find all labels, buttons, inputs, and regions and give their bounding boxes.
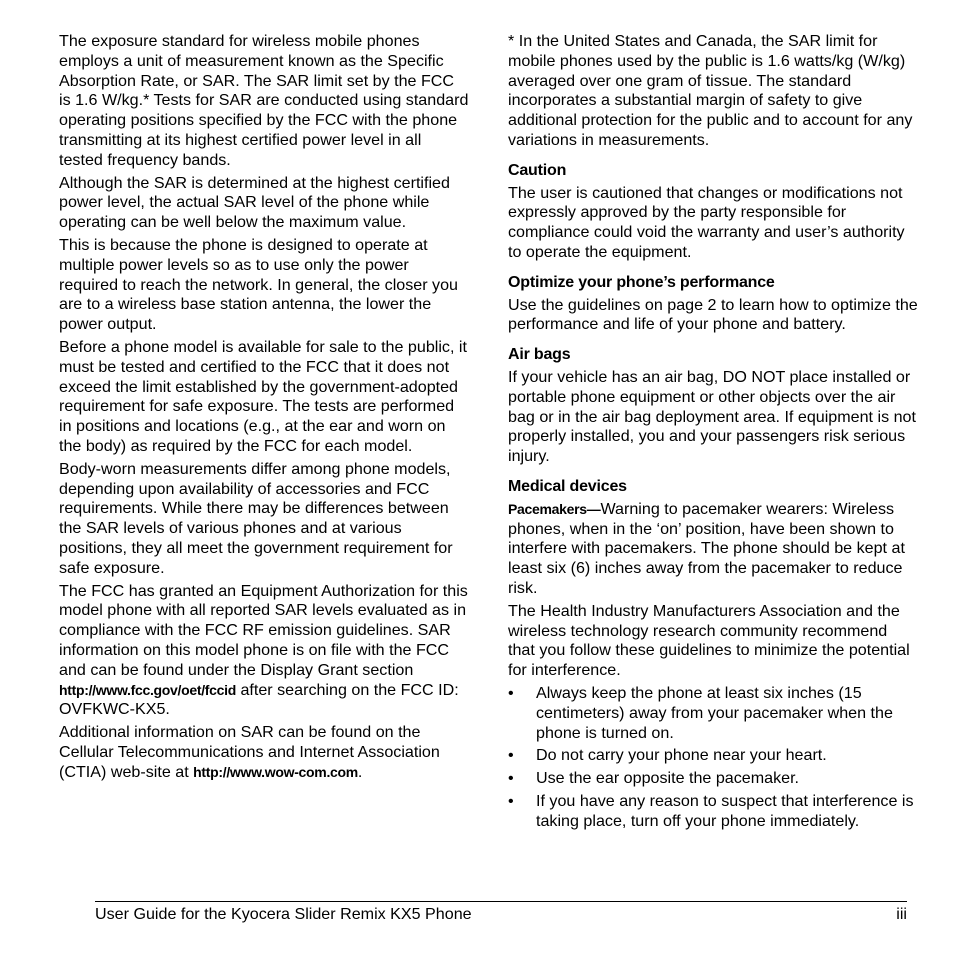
ctia-text: Additional information on SAR can be found on the Cellular Telecommunications and Internet Association (CTIA) web-site at [59,723,440,781]
pacemakers-paragraph [508,500,918,599]
bullet-marker: • [508,769,514,788]
pacemakers-text: Warning to pacemaker wearers: Wireless phones, when in the ‘on’ position, have been shown to interfere with pacemakers. The phone should be kept at least six (6) inches away from the pacemaker to reduce risk. [508,499,905,597]
fcc-id-link[interactable]: http://www.fcc.gov/oet/fccid [59,681,236,698]
airbags-heading: Air bags [508,346,571,364]
power-levels-paragraph: This is because the phone is designed to operate at multiple power levels so as to use only the power required to reach the network. In general, the closer you are to a wireless base station antenna, the lower the power output. [59,235,458,334]
list-item [508,792,918,832]
right-column [508,32,918,834]
optimize-heading: Optimize your phone’s performance [508,273,775,291]
list-item [508,684,918,743]
list-item [508,769,918,789]
sar-determination-paragraph: Although the SAR is determined at the highest certified power level, the actual SAR level of the phone while operating can be well below the maximum value. [59,173,450,232]
left-column [59,32,469,785]
caution-heading: Caution [508,161,567,179]
page-number: iii [896,905,907,923]
ctia-website-link[interactable]: http://www.wow-com.com [193,763,358,780]
body-worn-paragraph: Body-worn measurements differ among phone models, depending upon availability of accessories and FCC requirements. While there may be differences between the SAR levels of various phones and at various positions, they all meet the government requirement for safe exposure. [59,459,453,577]
caution-paragraph: The user is cautioned that changes or modifications not expressly approved by the party responsible for compliance could void the warranty and user’s authority to operate the equipment. [508,183,905,261]
sar-standard-paragraph: The exposure standard for wireless mobile phones employs a unit of measurement known as the Specific Absorption Rate, or SAR. The SAR limit set by the FCC is 1.6 W/kg.* Tests for SAR are conducted using standard operating positions specified by the FCC with the phone transmitting at its highest certified power level in all tested frequency bands. [59,32,469,169]
ctia-paragraph [59,723,469,782]
medical-devices-heading: Medical devices [508,477,627,495]
list-item-text: Do not carry your phone near your heart. [536,746,827,765]
fcc-id-text: after searching on the FCC ID: OVFKWC-KX5. [59,680,459,719]
bullet-marker: • [508,746,514,765]
footer-title: User Guide for the Kyocera Slider Remix KX5 Phone [95,905,472,923]
list-item-text: If you have any reason to suspect that interference is taking place, turn off your phone immediately. [536,791,914,830]
fcc-id-paragraph [59,681,469,721]
ctia-period: . [357,762,363,781]
footer-divider [95,901,907,902]
list-item-text: Always keep the phone at least six inches (15 centimeters) away from your pacemaker when the phone is turned on. [536,683,893,742]
sar-footnote: * In the United States and Canada, the SAR limit for mobile phones used by the public is 1.6 watts/kg (W/kg) averaged over one gram of tissue. The standard incorporates a substantial margin of safety to give additional protection for the public and to account for any variations in measurements. [508,32,913,149]
list-item [508,746,918,766]
optimize-paragraph: Use the guidelines on page 2 to learn how to optimize the performance and life of your phone and battery. [508,295,918,334]
hima-paragraph: The Health Industry Manufacturers Association and the wireless technology research community recommend that you follow these guidelines to minimize the potential for interference. [508,601,910,680]
bullet-marker: • [508,791,514,810]
equipment-authorization-paragraph: The FCC has granted an Equipment Authorization for this model phone with all reported SAR levels evaluated as in compliance with the FCC RF emission guidelines. SAR information on this model phone is on file with the FCC and can be found under the Display Grant section [59,581,468,679]
bullet-marker: • [508,683,514,702]
fcc-testing-paragraph: Before a phone model is available for sale to the public, it must be tested and certified to the FCC that it does not exceed the limit established by the government-adopted requirement for safe exposure. The tests are performed in positions and locations (e.g., at the ear and worn on the body) as required by the FCC for each model. [59,337,467,455]
airbags-paragraph: If your vehicle has an air bag, DO NOT place installed or portable phone equipment or other objects over the air bag or in the air bag deployment area. If equipment is not properly installed, you and your passengers risk serious injury. [508,367,916,466]
pacemaker-guidelines-list [508,684,918,832]
pacemakers-label: Pacemakers— [508,500,601,517]
list-item-text: Use the ear opposite the pacemaker. [536,769,800,788]
